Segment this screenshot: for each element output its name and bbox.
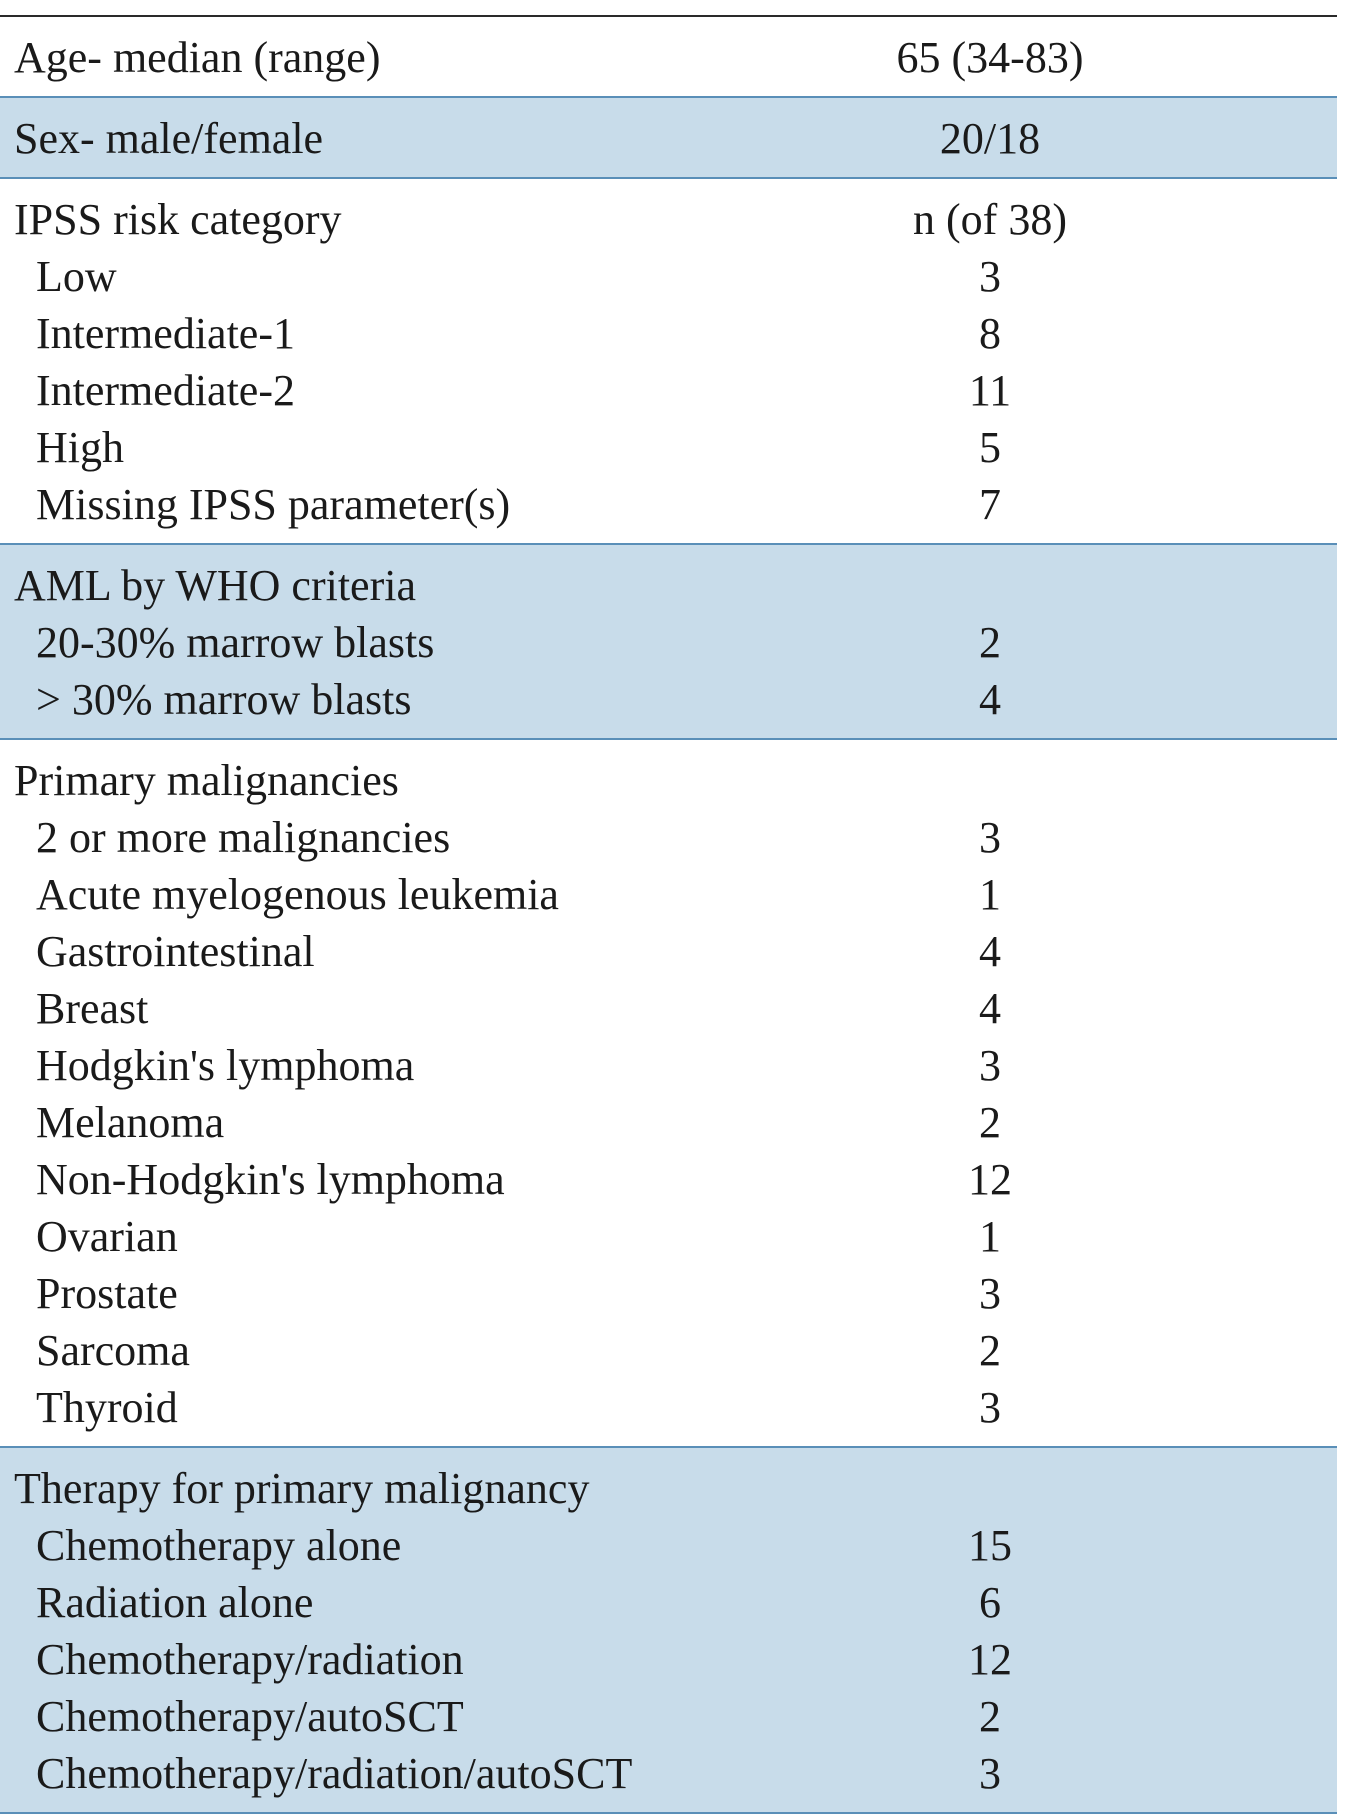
section-padding (0, 533, 1337, 543)
table-row (0, 476, 1337, 533)
section-padding (0, 179, 1337, 191)
row-label: Chemotherapy alone (36, 1521, 402, 1570)
row-label: Non-Hodgkin's lymphoma (36, 1155, 505, 1204)
table-row (0, 1151, 1337, 1208)
row-value: 2 (979, 618, 1001, 667)
table-row (0, 1322, 1337, 1379)
table-section (0, 1448, 1337, 1814)
row-value: 6 (979, 1578, 1001, 1627)
row-value: 15 (968, 1521, 1012, 1570)
row-value (880, 752, 1100, 809)
table-row (0, 248, 1337, 305)
row-value (880, 557, 1100, 614)
table-row (0, 866, 1337, 923)
table-row (0, 614, 1337, 671)
section-label: AML by WHO criteria (14, 561, 416, 610)
table-row (0, 1208, 1337, 1265)
row-label: High (36, 423, 124, 472)
section-header-row (0, 191, 1337, 248)
row-value: 2 (979, 1692, 1001, 1741)
section-label: Age- median (range) (14, 33, 381, 82)
row-value: 3 (979, 252, 1001, 301)
row-value: 3 (979, 1749, 1001, 1798)
row-label: Hodgkin's lymphoma (36, 1041, 415, 1090)
section-header-row (0, 752, 1337, 809)
section-header-row (0, 1460, 1337, 1517)
row-label: Missing IPSS parameter(s) (36, 480, 511, 529)
row-value: 4 (979, 927, 1001, 976)
row-label: Intermediate-2 (36, 366, 295, 415)
table-section (0, 545, 1337, 740)
row-value: 8 (979, 309, 1001, 358)
row-value: 3 (979, 1269, 1001, 1318)
section-padding (0, 1436, 1337, 1446)
table-row (0, 809, 1337, 866)
table-row (0, 305, 1337, 362)
row-value: 3 (979, 1383, 1001, 1432)
row-value: 3 (979, 813, 1001, 862)
row-label: Chemotherapy/radiation (36, 1635, 464, 1684)
row-value: 12 (968, 1635, 1012, 1684)
row-value: 20/18 (939, 114, 1041, 163)
table-row (0, 980, 1337, 1037)
row-label: Ovarian (36, 1212, 178, 1261)
row-label: Breast (36, 984, 149, 1033)
row-value: n (of 38) (913, 195, 1067, 244)
row-value: 4 (979, 675, 1001, 724)
section-padding (0, 1448, 1337, 1460)
table-row (0, 1745, 1337, 1802)
table-row (0, 1517, 1337, 1574)
section-padding (0, 545, 1337, 557)
row-label: 2 or more malignancies (36, 813, 451, 862)
table-row (0, 1265, 1337, 1322)
table-section (0, 179, 1337, 545)
row-value: 2 (979, 1098, 1001, 1147)
row-label: Intermediate-1 (36, 309, 295, 358)
patient-characteristics-table (0, 15, 1337, 1814)
table-section (0, 98, 1337, 179)
section-padding (0, 740, 1337, 752)
section-label: IPSS risk category (14, 195, 342, 244)
section-padding (0, 1802, 1337, 1812)
table-section (0, 17, 1337, 98)
section-padding (0, 728, 1337, 738)
row-label: Acute myelogenous leukemia (36, 870, 559, 919)
row-label: Radiation alone (36, 1578, 314, 1627)
row-label: Gastrointestinal (36, 927, 315, 976)
section-padding (0, 167, 1337, 177)
row-value: 11 (968, 366, 1012, 415)
row-value: 3 (979, 1041, 1001, 1090)
row-value (880, 1460, 1100, 1517)
table-row (0, 1574, 1337, 1631)
row-value: 7 (979, 480, 1001, 529)
row-value: 2 (979, 1326, 1001, 1375)
row-label: 20-30% marrow blasts (36, 618, 435, 667)
row-value: 4 (979, 984, 1001, 1033)
row-value: 12 (968, 1155, 1012, 1204)
row-value: 1 (979, 870, 1001, 919)
section-label: Primary malignancies (14, 756, 399, 805)
section-header-row (0, 29, 1337, 86)
row-label: Chemotherapy/autoSCT (36, 1692, 464, 1741)
row-value: 5 (979, 423, 1001, 472)
row-label: > 30% marrow blasts (36, 675, 412, 724)
table-row (0, 1631, 1337, 1688)
table-section (0, 740, 1337, 1448)
table-row (0, 362, 1337, 419)
row-value: 65 (34-83) (896, 33, 1084, 82)
table-row (0, 1688, 1337, 1745)
row-label: Low (36, 252, 117, 301)
row-label: Sarcoma (36, 1326, 190, 1375)
section-padding (0, 17, 1337, 29)
table-row (0, 1037, 1337, 1094)
section-label: Sex- male/female (14, 114, 324, 163)
table-row (0, 419, 1337, 476)
section-header-row (0, 557, 1337, 614)
row-label: Thyroid (36, 1383, 178, 1432)
table-row (0, 1094, 1337, 1151)
section-label: Therapy for primary malignancy (14, 1464, 590, 1513)
row-value: 1 (979, 1212, 1001, 1261)
table-row (0, 671, 1337, 728)
section-padding (0, 86, 1337, 96)
row-label: Prostate (36, 1269, 178, 1318)
section-header-row (0, 110, 1337, 167)
section-padding (0, 98, 1337, 110)
table-row (0, 923, 1337, 980)
row-label: Chemotherapy/radiation/autoSCT (36, 1749, 633, 1798)
table-row (0, 1379, 1337, 1436)
row-label: Melanoma (36, 1098, 225, 1147)
